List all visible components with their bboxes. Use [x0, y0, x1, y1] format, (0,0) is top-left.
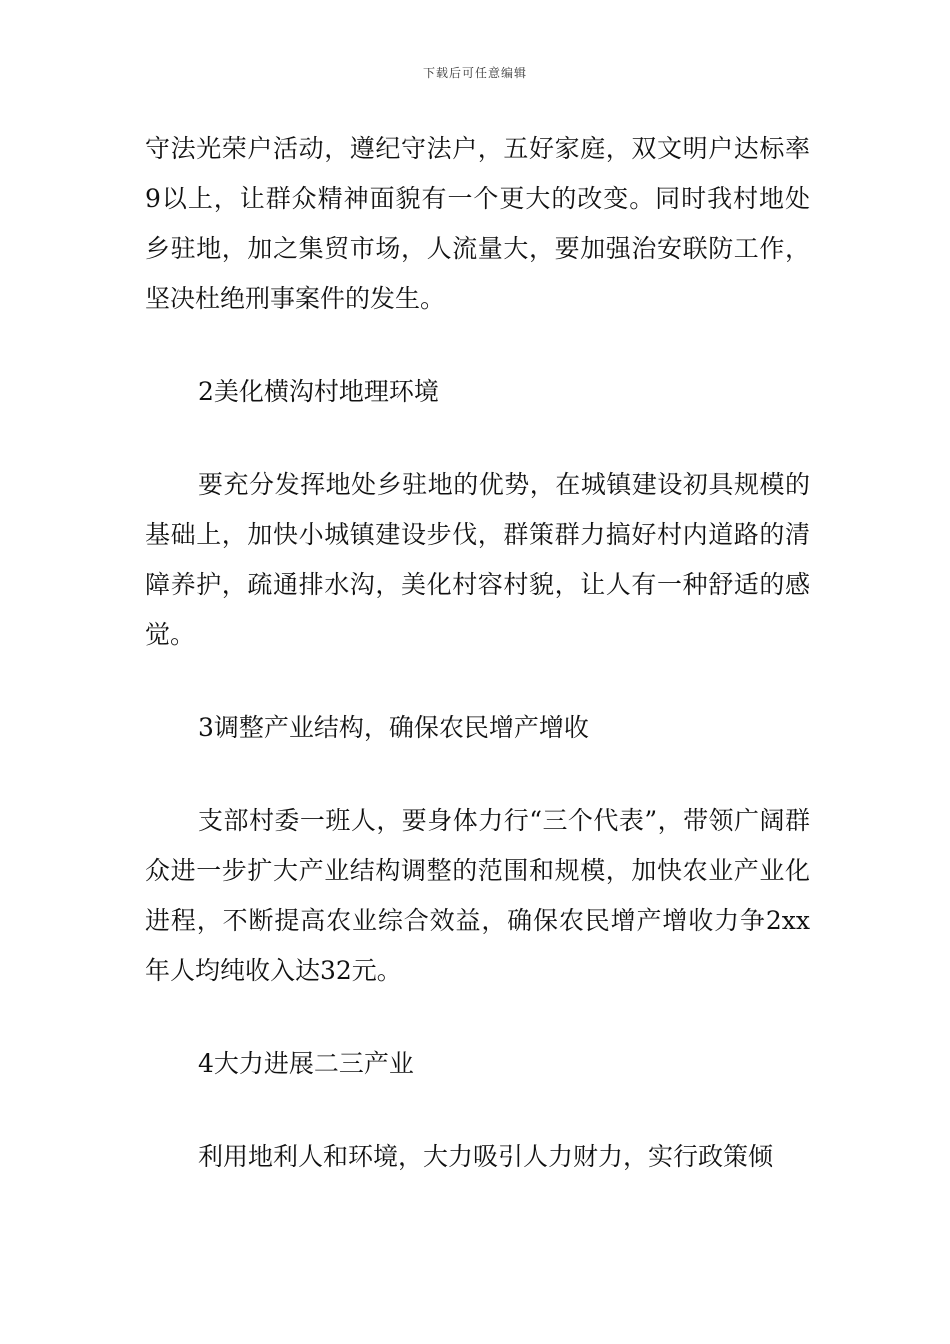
- page-header: 下载后可任意编辑: [422, 66, 527, 80]
- paragraph-industry: 支部村委一班人，要身体力行“三个代表”，带领广阔群众进一步扩大产业结构调整的范围和规模，加快农业产业化进程，不断提高农业综合效益，确保农民增产增收力争2xx年人均纯收入达32元。: [145, 806, 810, 985]
- paragraph-environment: 要充分发挥地处乡驻地的优势，在城镇建设初具规模的基础上，加快小城镇建设步伐，群策群力搞好村内道路的清障养护，疏通排水沟，美化村容村貌，让人有一种舒适的感觉。: [145, 470, 810, 649]
- paragraph-secondary-tertiary: 利用地利人和环境，大力吸引人力财力，实行政策倾: [198, 1142, 774, 1171]
- section-heading-environment: 2美化横沟村地理环境: [198, 377, 439, 406]
- document-body: [145, 124, 810, 1182]
- section-heading-secondary-tertiary: 4大力进展二三产业: [198, 1049, 414, 1078]
- section-heading-industry: 3调整产业结构，确保农民增产增收: [198, 713, 589, 742]
- paragraph-public-security: 守法光荣户活动，遵纪守法户，五好家庭，双文明户达标率9以上，让群众精神面貌有一个更大的改变。同时我村地处乡驻地，加之集贸市场，人流量大，要加强治安联防工作，坚决杜绝刑事案件的发生。: [145, 134, 810, 313]
